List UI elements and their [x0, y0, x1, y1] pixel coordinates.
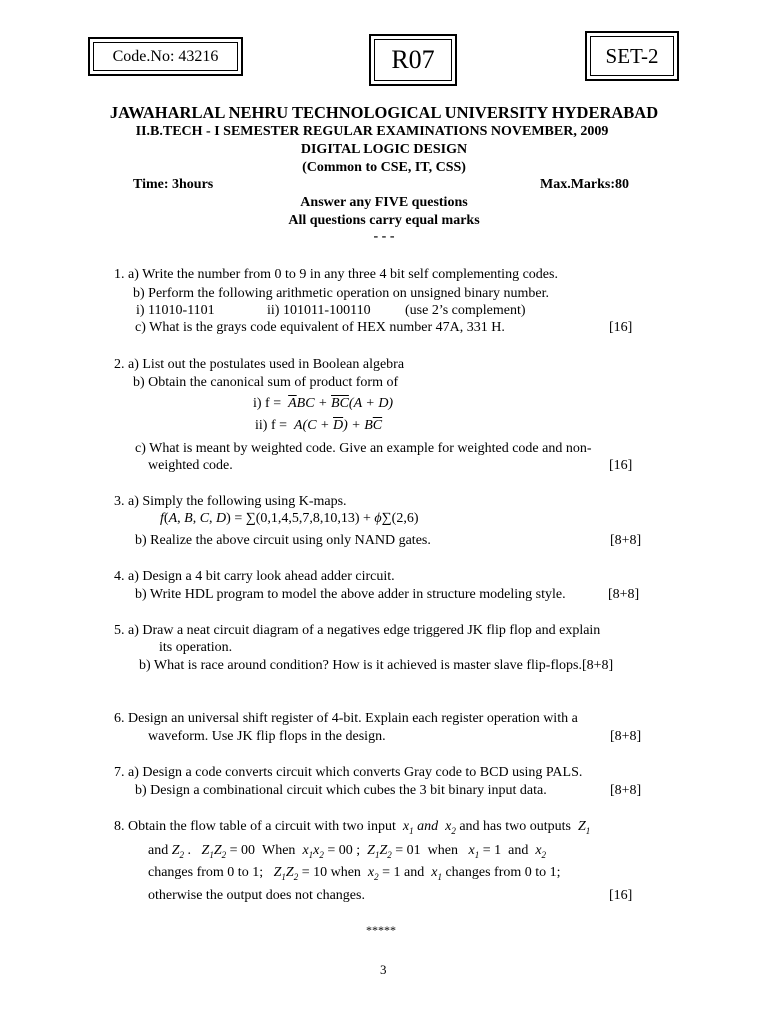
q1-a: 1. a) Write the number from 0 to 9 in any three 4 bit self complementing codes. — [114, 267, 558, 282]
q2-b-i — [253, 395, 393, 412]
q2-b-ii — [255, 417, 382, 434]
q3-function: f(A, B, C, D) = ∑(0,1,4,5,7,8,10,13) + ϕ∑(2,6) — [160, 511, 419, 526]
subject-name: DIGITAL LOGIC DESIGN — [300, 142, 468, 157]
q2-a: 2. a) List out the postulates used in Boolean algebra — [114, 357, 405, 372]
q3-a: 3. a) Simply the following using K-maps. — [114, 494, 347, 509]
separator: - - - — [373, 229, 395, 244]
page-number: 3 — [380, 962, 387, 977]
q4-a: 4. a) Design a 4 bit carry look ahead adder circuit. — [114, 569, 395, 584]
q8-line2: and $Z_2$ . $Z_1Z_2 = 00$ When $x_1x_2 = 00$ ; $Z_1Z_2 = 01$ when $x_1 = 1$ and $x_2$ — [148, 843, 547, 860]
q2-c-line1: c) What is meant by weighted code. Give an example for weighted code and non- — [135, 441, 592, 456]
q2-b-i-prefix: i) f = — [253, 396, 282, 411]
q8-marks: [16] — [609, 888, 633, 903]
q2-b-ii-expr: $A(C + \overline{D}) + B\overline{C}$ — [290, 418, 383, 433]
q1-b: b) Perform the following arithmetic operation on unsigned binary number. — [133, 286, 550, 301]
q8-line1: 8. Obtain the flow table of a circuit with two input $x_1$ and $x_2$ and has two outputs $Z_1$ — [114, 819, 591, 836]
exam-name: II.B.TECH - I SEMESTER REGULAR EXAMINATIONS NOVEMBER, 2009 — [135, 124, 609, 139]
university-name: JAWAHARLAL NEHRU TECHNOLOGICAL UNIVERSITY HYDERABAD — [109, 103, 659, 122]
q3-marks: [8+8] — [610, 533, 642, 548]
q2-marks: [16] — [609, 458, 633, 473]
regulation-box — [369, 34, 457, 86]
instruction-2: All questions carry equal marks — [288, 213, 480, 228]
end-stars: ***** — [366, 923, 396, 937]
q6-marks: [8+8] — [610, 729, 642, 744]
instruction-1: Answer any FIVE questions — [300, 195, 468, 210]
q2-c-line2: weighted code. — [148, 458, 233, 473]
code-box — [88, 37, 243, 76]
q7-marks: [8+8] — [610, 783, 642, 798]
q1-marks: [16] — [609, 320, 633, 335]
q1-c: c) What is the grays code equivalent of HEX number 47A, 331 H. — [135, 320, 505, 335]
max-marks: Max.Marks:80 — [540, 177, 630, 192]
q7-a: 7. a) Design a code converts circuit which converts Gray code to BCD using PALS. — [114, 765, 583, 780]
q7-b: b) Design a combinational circuit which cubes the 3 bit binary input data. — [135, 783, 547, 798]
q8-line4: otherwise the output does not changes. — [148, 888, 365, 903]
q2-b-i-expr: $\overline{A}BC + \overline{BC}(A + D)$ — [288, 396, 394, 411]
q5-a-line1: 5. a) Draw a neat circuit diagram of a negatives edge triggered JK flip flop and explain — [114, 623, 601, 638]
q1-b-note: (use 2’s complement) — [405, 303, 526, 318]
exam-time: Time: 3hours — [133, 177, 214, 192]
q5-a-line2: its operation. — [159, 640, 233, 655]
q3-b: b) Realize the above circuit using only NAND gates. — [135, 533, 431, 548]
q4-b: b) Write HDL program to model the above adder in structure modeling style. — [135, 587, 566, 602]
set-number: SET-2 — [590, 36, 674, 76]
q1-b-i: i) 11010-1101 — [136, 303, 215, 318]
q8-line3: changes from 0 to 1; $Z_1Z_2 = 10$ when $x_2 = 1$ and $x_1$ changes from 0 to 1; — [148, 865, 561, 882]
regulation-code: R07 — [374, 39, 452, 81]
q1-b-ii: ii) 101011-100110 — [267, 303, 371, 318]
q4-marks: [8+8] — [608, 587, 640, 602]
q8-line1-text: 8. Obtain the flow table of a circuit with two input — [114, 819, 396, 834]
q6-line1: 6. Design an universal shift register of 4-bit. Explain each register operation with a — [114, 711, 578, 726]
set-box — [585, 31, 679, 81]
q5-b: b) What is race around condition? How is it achieved is master slave flip-flops.[8+8] — [139, 658, 614, 673]
q6-line2: waveform. Use JK flip flops in the design. — [148, 729, 386, 744]
q2-b: b) Obtain the canonical sum of product form of — [133, 375, 399, 390]
q2-b-ii-prefix: ii) f = — [255, 418, 287, 433]
common-to: (Common to CSE, IT, CSS) — [302, 160, 466, 175]
code-number: Code.No: 43216 — [93, 42, 238, 71]
